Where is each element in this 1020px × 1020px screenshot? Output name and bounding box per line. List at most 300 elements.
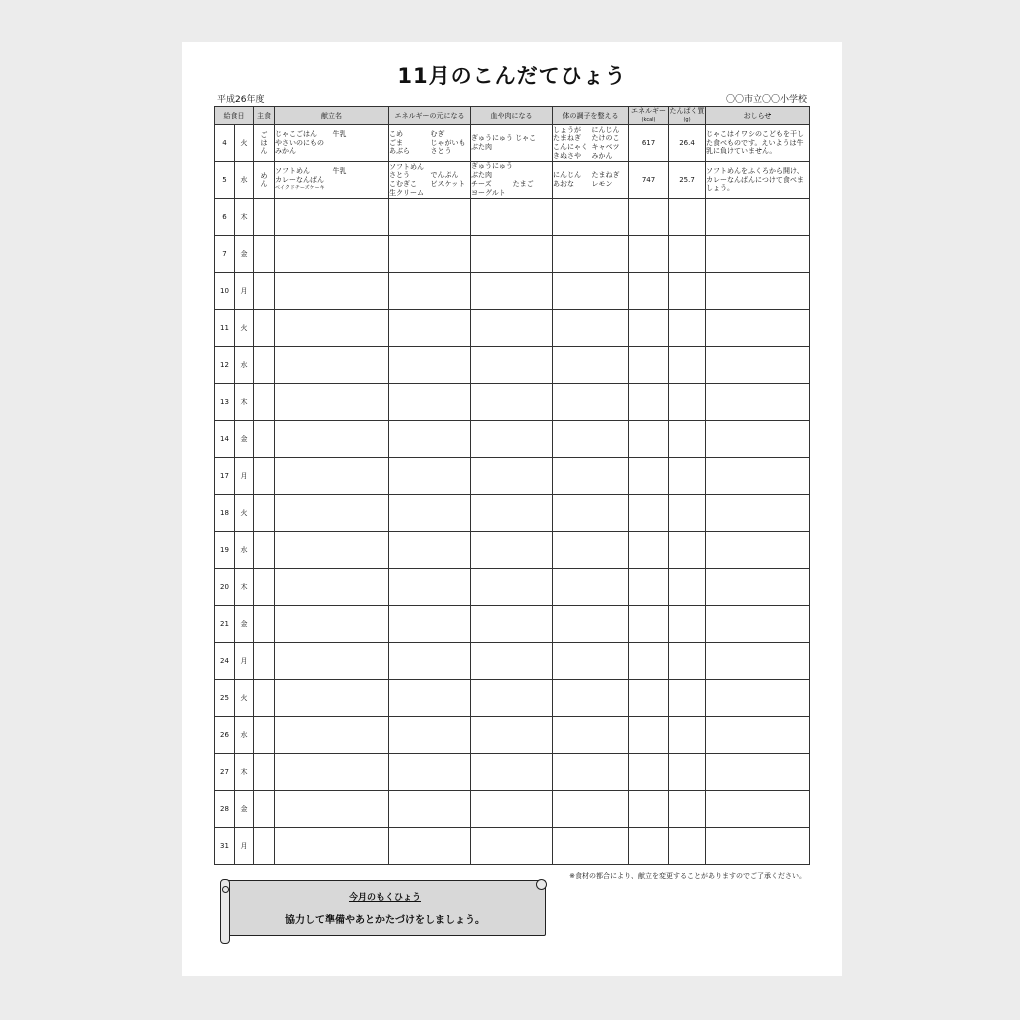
- cell-notice: [706, 458, 810, 495]
- cell-energy-food: [389, 569, 471, 606]
- table-row: [215, 495, 810, 532]
- ingredient-item: レモン: [591, 180, 613, 188]
- cell-day: 5: [215, 162, 235, 199]
- cell-body-food: [553, 828, 629, 865]
- cell-blood-food: [471, 495, 553, 532]
- table-row: [215, 680, 810, 717]
- cell-energy-food: [389, 421, 471, 458]
- cell-energy-food: [389, 606, 471, 643]
- cell-energy: 617: [629, 125, 669, 162]
- ingredient-item: 生クリーム: [389, 188, 424, 197]
- cell-body-food: [553, 273, 629, 310]
- cell-blood-food: [471, 199, 553, 236]
- cell-energy: [629, 199, 669, 236]
- cell-day: 20: [215, 569, 235, 606]
- cell-menu: [275, 680, 389, 717]
- ingredient-item: じゃがいも: [430, 138, 466, 147]
- cell-weekday: 木: [235, 199, 254, 236]
- cell-staple: [254, 828, 275, 865]
- scroll-rod-icon: [220, 879, 230, 944]
- table-row: [215, 310, 810, 347]
- ingredient-item: ビスケット: [430, 180, 466, 188]
- cell-body-food: [553, 643, 629, 680]
- staple-char: め: [260, 172, 268, 180]
- cell-staple: [254, 754, 275, 791]
- cell-protein: [669, 495, 706, 532]
- cell-notice: [706, 384, 810, 421]
- cell-energy: [629, 754, 669, 791]
- header-protein-label: たんぱく質: [669, 107, 705, 115]
- cell-day: 6: [215, 199, 235, 236]
- dish-item: [333, 176, 389, 185]
- table-row: [215, 717, 810, 754]
- header-date: 給食日: [215, 107, 254, 125]
- cell-protein: [669, 532, 706, 569]
- monthly-goal-scroll: [220, 876, 545, 940]
- cell-protein: [669, 569, 706, 606]
- ingredient-item: ぶた肉: [471, 143, 492, 151]
- cell-staple: [254, 421, 275, 458]
- ingredient-item: たまねぎ: [591, 171, 620, 180]
- ingredient-item: にんじん: [591, 125, 620, 134]
- scroll-curl-icon: [536, 879, 547, 890]
- cell-energy: [629, 310, 669, 347]
- cell-energy: [629, 828, 669, 865]
- cell-protein: [669, 643, 706, 680]
- cell-day: 12: [215, 347, 235, 384]
- cell-menu-list: [275, 130, 388, 156]
- cell-blood-food: [471, 236, 553, 273]
- table-row: [215, 643, 810, 680]
- cell-energy-food: [389, 310, 471, 347]
- cell-blood-food: [471, 125, 553, 162]
- cell-energy-food: [389, 791, 471, 828]
- cell-menu-list: [275, 167, 388, 193]
- dish-item: [333, 139, 389, 148]
- cell-menu: [275, 569, 389, 606]
- ingredient-item: みかん: [591, 151, 613, 160]
- cell-weekday: 金: [235, 791, 254, 828]
- cell-notice: [706, 532, 810, 569]
- goal-banner: [224, 880, 546, 936]
- header-protein-unit: (g): [683, 117, 691, 123]
- cell-day: 25: [215, 680, 235, 717]
- cell-weekday: 金: [235, 606, 254, 643]
- cell-day: 27: [215, 754, 235, 791]
- cell-protein: [669, 791, 706, 828]
- dish-item: じゃこごはん: [275, 130, 317, 139]
- cell-energy: 747: [629, 162, 669, 199]
- cell-menu: [275, 199, 389, 236]
- cell-notice: じゃこはイワシのこどもを干した食べものです。えいようは牛乳に負けていません。: [706, 125, 810, 162]
- table-row: [215, 458, 810, 495]
- cell-staple: [254, 347, 275, 384]
- cell-energy-food: [389, 717, 471, 754]
- cell-day: 17: [215, 458, 235, 495]
- menu-sheet: [182, 42, 842, 976]
- cell-energy: [629, 273, 669, 310]
- cell-energy: [629, 495, 669, 532]
- cell-energy-food: [389, 384, 471, 421]
- cell-staple: [254, 569, 275, 606]
- ingredient-item: ぎゅうにゅう じゃこ: [471, 134, 537, 142]
- cell-body-food: [553, 717, 629, 754]
- cell-weekday: 水: [235, 532, 254, 569]
- cell-day: 7: [215, 236, 235, 273]
- ingredient-item: あおな: [553, 180, 574, 188]
- dish-item: ソフトめん: [275, 167, 310, 176]
- scroll-rod-knob-icon: [222, 886, 229, 893]
- cell-notice: [706, 347, 810, 384]
- table-row: [215, 125, 810, 162]
- dish-item: 牛乳: [332, 167, 347, 176]
- cell-body-food-list: [553, 171, 628, 188]
- cell-body-food: [553, 199, 629, 236]
- cell-staple: [254, 236, 275, 273]
- cell-weekday: 月: [235, 273, 254, 310]
- cell-blood-food: [471, 754, 553, 791]
- cell-protein: [669, 273, 706, 310]
- cell-energy-food: [389, 347, 471, 384]
- staple-char: ん: [260, 180, 268, 188]
- header-energy-unit: (kcal): [641, 117, 656, 123]
- table-header-row: [215, 107, 810, 125]
- cell-day: 28: [215, 791, 235, 828]
- table-row: [215, 606, 810, 643]
- menu-table-body: [215, 125, 810, 865]
- cell-energy-food: [389, 236, 471, 273]
- ingredient-item: たまねぎ: [553, 134, 581, 143]
- cell-notice: [706, 643, 810, 680]
- cell-energy: [629, 384, 669, 421]
- page-title: 11月のこんだてひょう: [397, 64, 627, 88]
- cell-weekday: 火: [235, 125, 254, 162]
- dish-item: ベイクドチーズケーキ: [275, 185, 325, 192]
- cell-blood-food: [471, 532, 553, 569]
- goal-text: 協力して準備やあとかたづけをしましょう。: [285, 915, 485, 926]
- cell-energy-food: [389, 643, 471, 680]
- cell-menu: [275, 458, 389, 495]
- cell-weekday: 金: [235, 236, 254, 273]
- cell-staple: [254, 273, 275, 310]
- cell-energy-food-list: [389, 130, 470, 156]
- cell-menu: [275, 495, 389, 532]
- ingredient-item: [431, 163, 471, 172]
- cell-energy: [629, 717, 669, 754]
- table-row: [215, 273, 810, 310]
- cell-day: 18: [215, 495, 235, 532]
- cell-protein: [669, 458, 706, 495]
- cell-body-food: [553, 495, 629, 532]
- cell-blood-food: [471, 828, 553, 865]
- cell-day: 11: [215, 310, 235, 347]
- cell-notice: [706, 791, 810, 828]
- cell-staple: [254, 458, 275, 495]
- table-row: [215, 347, 810, 384]
- cell-blood-food: [471, 606, 553, 643]
- school-name: 〇〇市立〇〇小学校: [725, 95, 807, 105]
- cell-menu: [275, 791, 389, 828]
- ingredient-item: ごま: [389, 138, 403, 147]
- cell-energy: [629, 606, 669, 643]
- ingredient-item: さとう: [430, 147, 452, 156]
- cell-notice: [706, 828, 810, 865]
- cell-blood-food: [471, 347, 553, 384]
- cell-weekday: 火: [235, 310, 254, 347]
- dish-item: [333, 147, 389, 156]
- dish-item: カレーなんばん: [275, 175, 324, 184]
- cell-staple: [254, 680, 275, 717]
- cell-protein: 26.4: [669, 125, 706, 162]
- cell-day: 4: [215, 125, 235, 162]
- dish-item: [333, 184, 389, 193]
- header-protein: [669, 107, 706, 125]
- ingredient-item: ぎゅうにゅう: [471, 162, 513, 170]
- cell-notice: [706, 606, 810, 643]
- cell-day: 21: [215, 606, 235, 643]
- dish-item: やさいのにもの: [275, 138, 324, 147]
- cell-body-food: [553, 310, 629, 347]
- cell-blood-food: [471, 310, 553, 347]
- cell-blood-food: [471, 162, 553, 199]
- cell-notice: [706, 569, 810, 606]
- cell-energy: [629, 236, 669, 273]
- cell-weekday: 火: [235, 680, 254, 717]
- cell-staple: [254, 384, 275, 421]
- ingredient-item: キャベツ: [591, 143, 620, 151]
- ingredient-item: こんにゃく: [553, 143, 588, 151]
- cell-menu: [275, 532, 389, 569]
- cell-day: 10: [215, 273, 235, 310]
- cell-energy-food: [389, 125, 471, 162]
- cell-body-food: [553, 384, 629, 421]
- dish-item: 牛乳: [332, 130, 347, 139]
- ingredient-item: こむぎこ: [389, 180, 417, 188]
- cell-weekday: 木: [235, 569, 254, 606]
- ingredient-item: しょうが: [553, 125, 581, 134]
- cell-menu: [275, 310, 389, 347]
- ingredient-item: さとう: [389, 171, 410, 180]
- footnote: ※食材の都合により、献立を変更することがありますのでご了承ください。: [569, 872, 806, 880]
- cell-blood-food: [471, 384, 553, 421]
- cell-energy: [629, 347, 669, 384]
- table-row: [215, 791, 810, 828]
- cell-energy-food: [389, 680, 471, 717]
- header-energy: [629, 107, 669, 125]
- cell-protein: [669, 680, 706, 717]
- cell-weekday: 水: [235, 717, 254, 754]
- cell-energy-food: [389, 199, 471, 236]
- cell-staple: [254, 199, 275, 236]
- cell-energy-food-list: [389, 163, 470, 197]
- cell-menu: [275, 384, 389, 421]
- cell-energy: [629, 680, 669, 717]
- cell-staple: [254, 791, 275, 828]
- cell-blood-food: [471, 680, 553, 717]
- cell-blood-food: [471, 717, 553, 754]
- header-energy-label: エネルギー: [631, 107, 666, 115]
- ingredient-item: むぎ: [430, 130, 445, 139]
- cell-energy-food: [389, 273, 471, 310]
- cell-menu: [275, 162, 389, 199]
- menu-table: [214, 106, 810, 865]
- cell-body-food: [553, 421, 629, 458]
- ingredient-item: こめ: [389, 130, 403, 139]
- ingredient-item: チーズ たまご: [471, 180, 534, 188]
- header-body-food: 体の調子を整える: [553, 107, 629, 125]
- cell-body-food: [553, 569, 629, 606]
- cell-weekday: 水: [235, 162, 254, 199]
- goal-label: 今月のもくひょう: [348, 893, 421, 903]
- cell-body-food-list: [553, 126, 628, 160]
- cell-staple: [254, 125, 275, 162]
- cell-menu: [275, 754, 389, 791]
- cell-weekday: 月: [235, 643, 254, 680]
- cell-protein: 25.7: [669, 162, 706, 199]
- cell-weekday: 金: [235, 421, 254, 458]
- cell-energy: [629, 458, 669, 495]
- cell-notice: [706, 717, 810, 754]
- cell-notice: [706, 310, 810, 347]
- cell-notice: [706, 236, 810, 273]
- ingredient-item: ヨーグルト: [471, 189, 506, 197]
- ingredient-item: でんぷん: [430, 171, 459, 180]
- cell-menu: [275, 236, 389, 273]
- cell-energy-food: [389, 495, 471, 532]
- cell-body-food: [553, 236, 629, 273]
- cell-staple: [254, 162, 275, 199]
- cell-protein: [669, 828, 706, 865]
- cell-menu: [275, 717, 389, 754]
- ingredient-item: きぬさや: [553, 151, 581, 160]
- cell-day: 13: [215, 384, 235, 421]
- staple-char: ご: [260, 131, 268, 139]
- cell-energy: [629, 421, 669, 458]
- cell-staple: [254, 606, 275, 643]
- cell-notice: [706, 754, 810, 791]
- cell-body-food: [553, 680, 629, 717]
- cell-notice: [706, 421, 810, 458]
- cell-weekday: 水: [235, 347, 254, 384]
- cell-energy-food: [389, 532, 471, 569]
- cell-staple: [254, 717, 275, 754]
- cell-protein: [669, 199, 706, 236]
- table-row: [215, 199, 810, 236]
- header-notice: おしらせ: [706, 107, 810, 125]
- staple-char: ん: [260, 147, 268, 155]
- cell-staple: [254, 310, 275, 347]
- cell-protein: [669, 384, 706, 421]
- cell-staple: [254, 495, 275, 532]
- cell-body-food: [553, 162, 629, 199]
- cell-energy: [629, 532, 669, 569]
- cell-menu: [275, 606, 389, 643]
- cell-energy: [629, 643, 669, 680]
- cell-weekday: 火: [235, 495, 254, 532]
- cell-protein: [669, 606, 706, 643]
- cell-day: 24: [215, 643, 235, 680]
- cell-menu: [275, 347, 389, 384]
- cell-menu: [275, 421, 389, 458]
- header-blood-food: 血や肉になる: [471, 107, 553, 125]
- cell-weekday: 木: [235, 754, 254, 791]
- cell-protein: [669, 421, 706, 458]
- table-row: [215, 532, 810, 569]
- ingredient-item: [431, 189, 471, 198]
- cell-energy-food: [389, 162, 471, 199]
- header-energy-food: エネルギーの元になる: [389, 107, 471, 125]
- cell-body-food: [553, 125, 629, 162]
- cell-body-food: [553, 606, 629, 643]
- fiscal-year: 平成26年度: [217, 95, 265, 105]
- cell-blood-food: [471, 273, 553, 310]
- cell-protein: [669, 754, 706, 791]
- ingredient-item: あぶら: [389, 147, 410, 156]
- cell-notice: [706, 680, 810, 717]
- cell-weekday: 月: [235, 828, 254, 865]
- cell-energy-food: [389, 458, 471, 495]
- cell-day: 19: [215, 532, 235, 569]
- cell-energy-food: [389, 828, 471, 865]
- cell-menu: [275, 125, 389, 162]
- cell-day: 14: [215, 421, 235, 458]
- cell-staple: [254, 643, 275, 680]
- cell-protein: [669, 310, 706, 347]
- cell-blood-food: [471, 458, 553, 495]
- cell-day: 31: [215, 828, 235, 865]
- cell-menu: [275, 273, 389, 310]
- cell-body-food: [553, 754, 629, 791]
- cell-blood-food: [471, 569, 553, 606]
- cell-notice: [706, 199, 810, 236]
- dish-item: みかん: [275, 147, 296, 156]
- table-row: [215, 754, 810, 791]
- cell-protein: [669, 236, 706, 273]
- table-row: [215, 569, 810, 606]
- cell-protein: [669, 347, 706, 384]
- table-row: [215, 421, 810, 458]
- cell-menu: [275, 643, 389, 680]
- cell-energy-food: [389, 754, 471, 791]
- cell-energy: [629, 791, 669, 828]
- staple-char: は: [260, 139, 268, 147]
- cell-body-food: [553, 458, 629, 495]
- cell-notice: ソフトめんをふくろから開け、カレーなんばんにつけて食べましょう。: [706, 162, 810, 199]
- cell-blood-food: [471, 791, 553, 828]
- header-menu: 献立名: [275, 107, 389, 125]
- cell-weekday: 木: [235, 384, 254, 421]
- cell-notice: [706, 273, 810, 310]
- table-row: [215, 828, 810, 865]
- header-staple: 主食: [254, 107, 275, 125]
- cell-day: 26: [215, 717, 235, 754]
- cell-body-food: [553, 791, 629, 828]
- table-row: [215, 236, 810, 273]
- table-row: [215, 162, 810, 199]
- cell-body-food: [553, 532, 629, 569]
- table-row: [215, 384, 810, 421]
- cell-body-food: [553, 347, 629, 384]
- ingredient-item: にんじん: [553, 171, 581, 180]
- cell-blood-food: [471, 643, 553, 680]
- cell-protein: [669, 717, 706, 754]
- cell-blood-food: [471, 421, 553, 458]
- cell-menu: [275, 828, 389, 865]
- ingredient-item: ぶた肉: [471, 171, 492, 179]
- cell-energy: [629, 569, 669, 606]
- cell-staple: [254, 532, 275, 569]
- cell-notice: [706, 495, 810, 532]
